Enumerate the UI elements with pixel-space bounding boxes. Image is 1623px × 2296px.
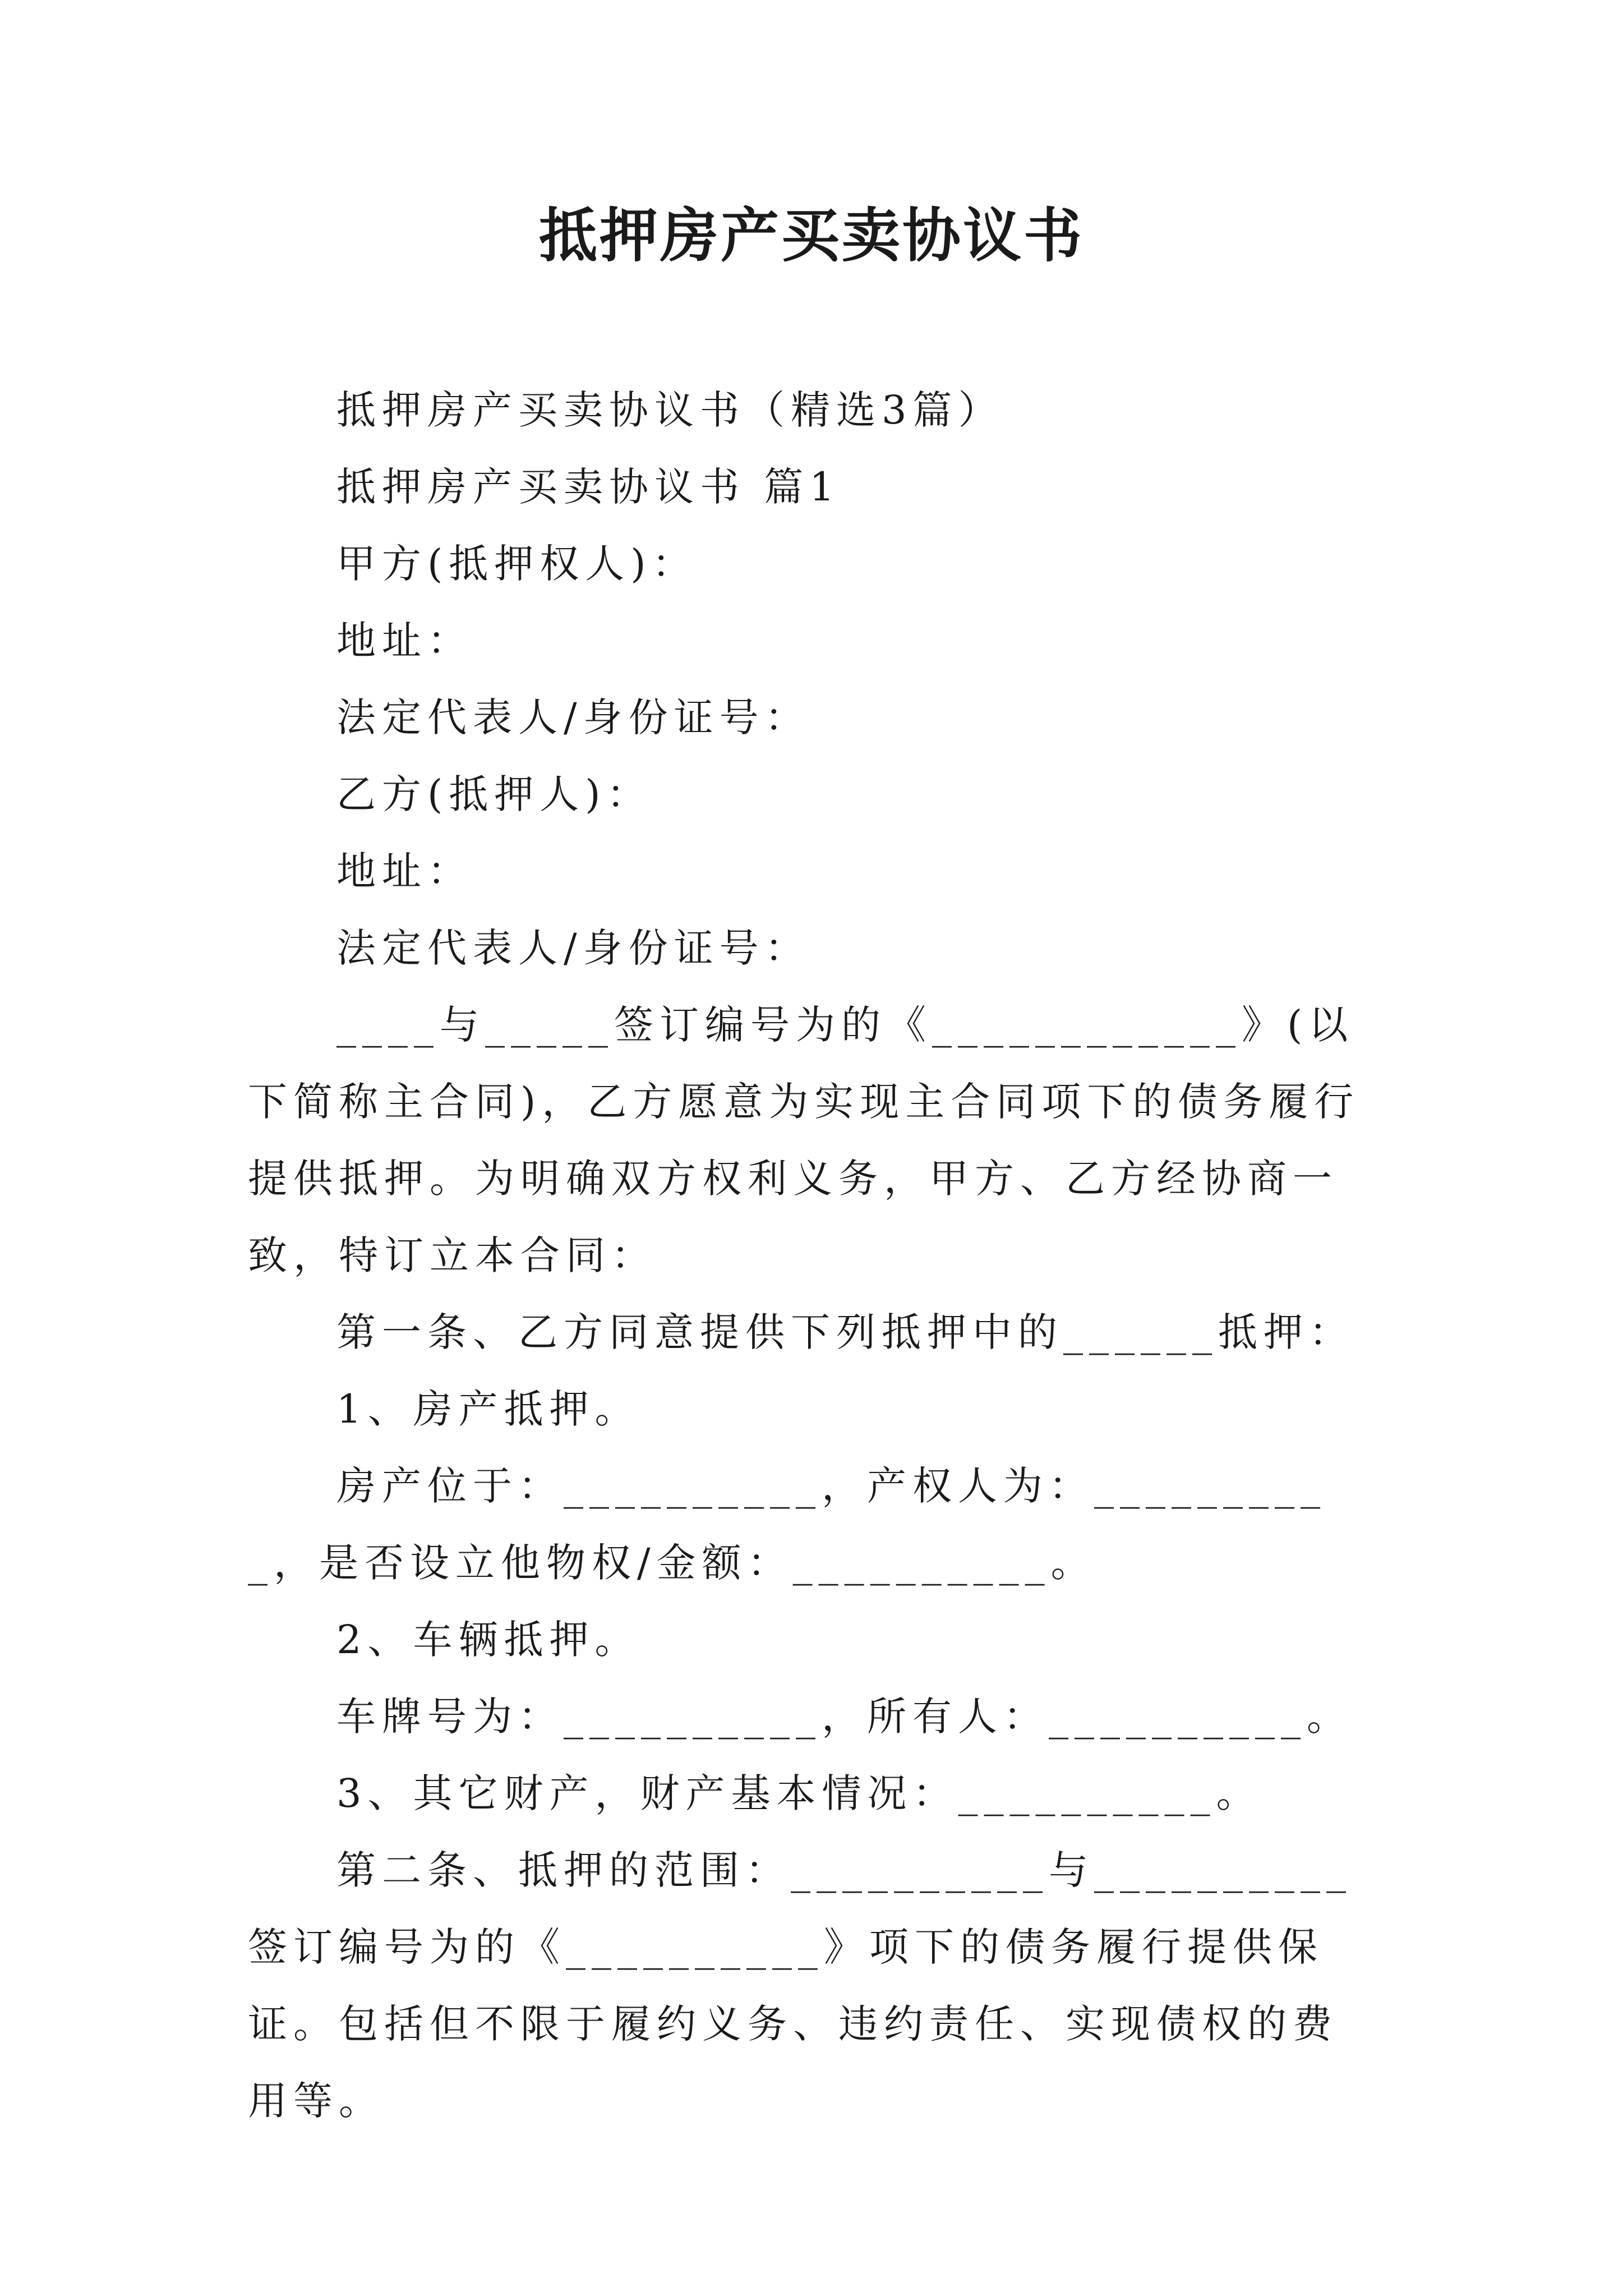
item-1-heading: 1、房产抵押。: [336, 1386, 640, 1432]
preamble-paragraph: ____与_____签订编号为的《____________》(以下简称主合同)，乙方愿意为实现主合同项下的债务履行提供抵押。为明确双方权利义务，甲方、乙方经协商一致，特订立本合同：: [248, 1002, 1360, 1278]
item-3-details: 3、其它财产，财产基本情况：__________。: [336, 1770, 1262, 1816]
party-b-label: 乙方(抵押人)：: [336, 771, 652, 817]
item-2-details: 车牌号为：__________，所有人：__________。: [336, 1694, 1352, 1740]
document-body: [248, 372, 1375, 2139]
article-2-paragraph: 第二条、抵押的范围：__________与__________签订编号为的《__________》项下的债务履行提供保证。包括但不限于履约义务、违约责任、实现债权的费用等。: [248, 1847, 1352, 2124]
party-b-address: 地址：: [336, 848, 473, 894]
party-a-representative: 法定代表人/身份证号：: [336, 694, 810, 740]
document-title: 抵押房产买卖协议书: [538, 201, 1084, 270]
party-a-label: 甲方(抵押权人)：: [336, 541, 698, 587]
party-a-address: 地址：: [336, 618, 473, 664]
article-1-paragraph: 第一条、乙方同意提供下列抵押中的______抵押：: [336, 1309, 1354, 1355]
item-1-details: 房产位于：__________，产权人为：__________，是否设立他物权/金额：__________。: [248, 1463, 1326, 1586]
section-heading: 抵押房产买卖协议书 篇1: [336, 464, 841, 510]
party-b-representative: 法定代表人/身份证号：: [336, 925, 810, 971]
subtitle-paragraph: 抵押房产买卖协议书（精选3篇）: [336, 387, 1004, 433]
item-2-heading: 2、车辆抵押。: [336, 1617, 640, 1663]
